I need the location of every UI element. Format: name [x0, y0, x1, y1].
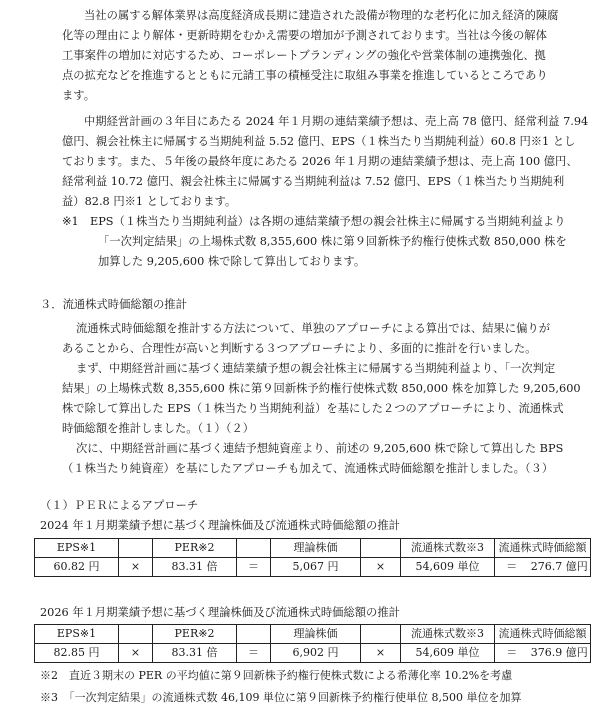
- header-float-market-cap: 流通株式時価総額: [495, 539, 591, 558]
- header-eps: EPS※1: [35, 539, 119, 558]
- multiply-operator: ×: [361, 558, 401, 577]
- header-theoretical-price: 理論株価: [271, 625, 361, 644]
- equals-operator: ＝: [237, 558, 271, 577]
- section3-line: 結果」の上場株式数 8,355,600 株に第９回新株予約権行使株式数 850,000 株を加算した 9,205,600: [62, 382, 581, 395]
- section3-line: 流通株式時価総額を推計する方法について、単独のアプローチによる算出では、結果に偏りが: [76, 322, 551, 335]
- header-float-market-cap: 流通株式時価総額: [495, 625, 591, 644]
- footnote: ※2 直近３期末の PER の平均値に第９回新株予約権行使株式数による希薄化率 10.2%を考慮: [40, 669, 513, 682]
- multiply-operator: ×: [119, 644, 153, 663]
- section3-line: 株で除して算出した EPS（１株当たり当期純利益）を基にした２つのアプローチにより、流通株式: [62, 402, 564, 415]
- footnote: ※3 「一次判定結果」の流通株式数 46,109 単位に第９回新株予約権行使単位 8,500 単位を加算: [40, 691, 522, 704]
- eps-value: 60.82 円: [35, 558, 119, 577]
- theoretical-price-value: 6,902 円: [271, 644, 361, 663]
- header-per: PER※2: [153, 539, 237, 558]
- float-market-cap-value: 276.7 億円: [529, 558, 591, 577]
- section3-line: 次に、中期経営計画に基づく連結予想純資産より、前述の 9,205,600 株で除して算出した BPS: [76, 442, 564, 455]
- float-market-cap-value: 376.9 億円: [529, 644, 591, 663]
- header-per: PER※2: [153, 625, 237, 644]
- section3-line: 時価総額を推計しました。（１）（２）: [62, 422, 255, 435]
- plan-line: ております。また、５年後の最終年度にあたる 2026 年１月期の連結業績予想は、売上高 100 億円、: [62, 155, 578, 168]
- section3-line: （１株当たり純資産）を基にしたアプローチも加えて、流通株式時価総額を推計しました。（３）: [62, 462, 554, 475]
- note1-line: 加算した 9,205,600 株で除して算出しております。: [98, 255, 366, 268]
- multiply-operator: ×: [361, 644, 401, 663]
- intro-line: ます。: [62, 89, 95, 102]
- section3-line: まず、中期経営計画に基づく連結業績予想の親会社株主に帰属する当期純利益より、「一次判定: [76, 362, 556, 375]
- intro-line: 工事案件の増加に対応するため、コーポレートブランディングの強化や営業体制の連携強化、拠: [62, 49, 546, 62]
- per-table-2024: [34, 538, 591, 577]
- equals-operator: ＝: [237, 644, 271, 663]
- section3-line: あることから、合理性が高いと判断する３つアプローチにより、多面的に推計を行いました。: [62, 342, 537, 355]
- intro-line: 化等の理由により解体・更新時期をむかえ需要の増加が予測されております。当社は今後の解体: [62, 29, 547, 42]
- eps-value: 82.85 円: [35, 644, 119, 663]
- intro-line: 点の拡充などを推進するとともに元請工事の積極受注に取組み事業を推進しているところであり: [62, 69, 548, 82]
- note1-line: 「一次判定結果」の上場株式数 8,355,600 株に第９回新株予約権行使株式数 850,000 株を: [98, 235, 567, 248]
- header-theoretical-price: 理論株価: [271, 539, 361, 558]
- table2-title: 2026 年１月期業績予想に基づく理論株価及び流通株式時価総額の推計: [40, 606, 400, 619]
- equals-operator: ＝: [495, 644, 529, 663]
- float-shares-value: 54,609 単位: [401, 558, 495, 577]
- plan-line: 経常利益 10.72 億円、親会社株主に帰属する当期純利益は 7.52 億円、EPS（１株当たり当期純利: [62, 175, 565, 188]
- header-eps: EPS※1: [35, 625, 119, 644]
- header-float-shares: 流通株式数※3: [401, 625, 495, 644]
- theoretical-price-value: 5,067 円: [271, 558, 361, 577]
- per-table-2026: [34, 624, 591, 663]
- per-value: 83.31 倍: [153, 644, 237, 663]
- note1-line: ※1 EPS（１株当たり当期純利益）は各期の連結業績予想の親会社株主に帰属する当期純利益より: [62, 215, 566, 228]
- per-heading: （１）ＰＥＲによるアプローチ: [40, 499, 199, 512]
- per-value: 83.31 倍: [153, 558, 237, 577]
- plan-line: 億円、親会社株主に帰属する当期純利益 5.52 億円、EPS（１株当たり当期純利益）60.8 円※1 とし: [62, 135, 576, 148]
- multiply-operator: ×: [119, 558, 153, 577]
- float-shares-value: 54,609 単位: [401, 644, 495, 663]
- header-float-shares: 流通株式数※3: [401, 539, 495, 558]
- table1-title: 2024 年１月期業績予想に基づく理論株価及び流通株式時価総額の推計: [40, 519, 400, 532]
- equals-operator: ＝: [495, 558, 529, 577]
- plan-line: 益）82.8 円※1 としております。: [62, 195, 237, 208]
- intro-line: 当社の属する解体業界は高度経済成長期に建造された設備が物理的な老朽化に加え経済的陳腐: [84, 9, 559, 22]
- section-heading: ３．流通株式時価総額の推計: [40, 298, 187, 311]
- plan-line: 中期経営計画の３年目にあたる 2024 年１月期の連結業績予想は、売上高 78 億円、経常利益 7.94: [84, 115, 589, 128]
